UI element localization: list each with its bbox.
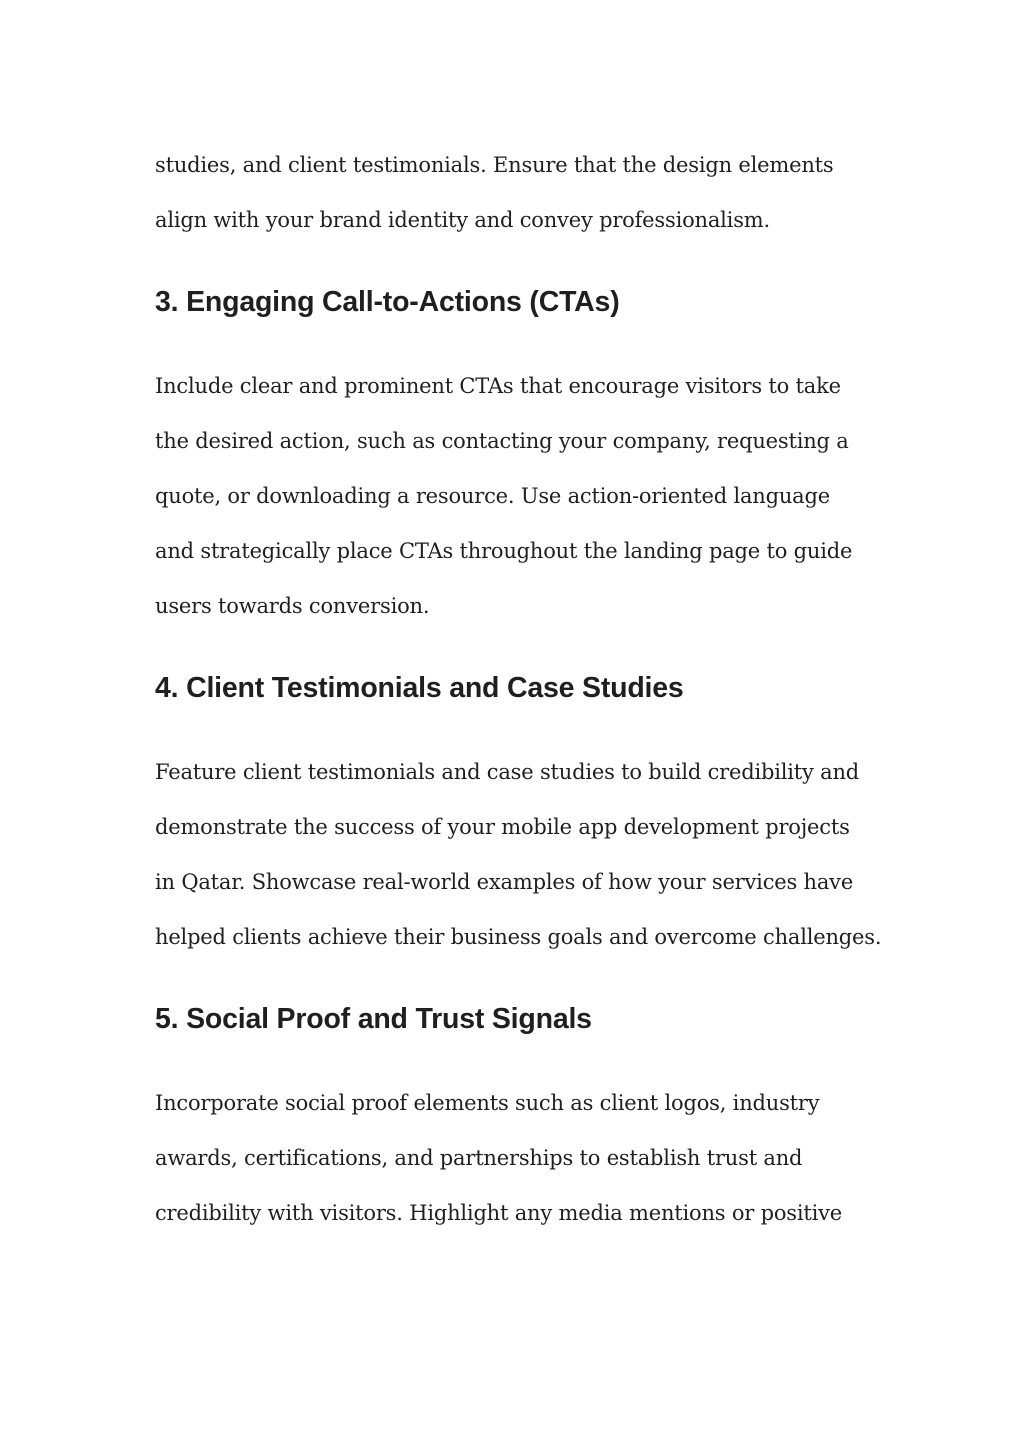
paragraph-line: Include clear and prominent CTAs that encourage visitors to take [155,374,841,398]
section-heading-ctas: 3. Engaging Call-to-Actions (CTAs) [155,286,620,318]
paragraph-line: helped clients achieve their business goals and overcome challenges. [155,925,882,949]
paragraph-line: awards, certifications, and partnerships to establish trust and [155,1146,803,1170]
paragraph-line: Feature client testimonials and case studies to build credibility and [155,760,860,784]
section-heading-testimonials: 4. Client Testimonials and Case Studies [155,672,684,704]
paragraph-line: the desired action, such as contacting your company, requesting a [155,429,849,453]
paragraph-line: credibility with visitors. Highlight any media mentions or positive [155,1201,843,1225]
section-heading-social-proof: 5. Social Proof and Trust Signals [155,1003,592,1035]
paragraph-line: align with your brand identity and convey professionalism. [155,208,770,232]
paragraph-line: demonstrate the success of your mobile app development projects [155,815,850,839]
paragraph-line: Incorporate social proof elements such as client logos, industry [155,1091,820,1115]
paragraph-line: users towards conversion. [155,594,430,618]
paragraph-line: in Qatar. Showcase real-world examples of how your services have [155,870,854,894]
paragraph-line: and strategically place CTAs throughout the landing page to guide [155,539,853,563]
paragraph-line: quote, or downloading a resource. Use action-oriented language [155,484,830,508]
paragraph-line: studies, and client testimonials. Ensure that the design elements [155,153,834,177]
